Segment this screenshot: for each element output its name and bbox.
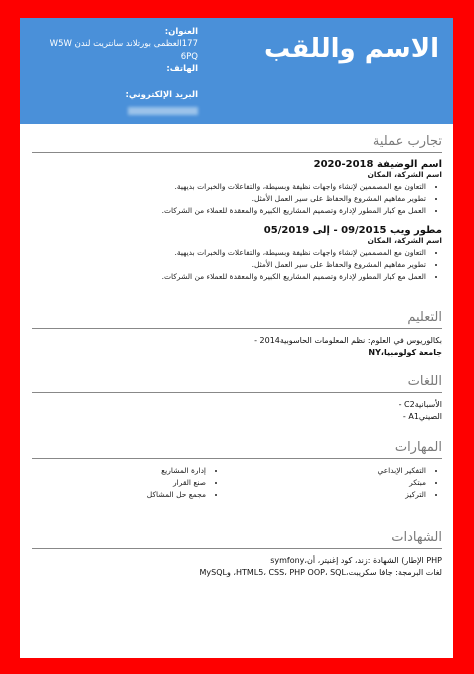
experience-title: تجارب عملية <box>32 134 442 153</box>
education-title: التعليم <box>32 310 442 329</box>
experience-section <box>32 134 442 283</box>
skills-col-2 <box>32 465 222 501</box>
company: اسم الشركة، المكان <box>367 170 442 179</box>
certificate-line: لغات البرمجة: جافا سكريبت،HTML5، CSS، PHP OOP، SQL، وMySQL <box>199 567 442 577</box>
degree: بكالوريوس في العلوم: نظم المعلومات الحاسوبية2014 - <box>254 336 442 345</box>
language-item: الأسبانيةC2 - <box>398 400 442 409</box>
school: جامعة كولومبيا،NY <box>368 347 442 357</box>
education-section <box>32 310 442 358</box>
email-label: البريد الإلكتروني: <box>125 90 198 101</box>
skill-item: • مجمع حل المشاكل <box>32 489 206 501</box>
skills-columns <box>32 465 442 501</box>
job-title: اسم الوضيفة 2018-2020 <box>313 159 442 170</box>
languages-section <box>32 374 442 422</box>
job-bullet: • العمل مع كبار المطور لإدارة وتصميم المشاريع الكبيرة والمعقدة للعملاء من الشركات. <box>32 271 426 283</box>
languages-title: اللغات <box>32 374 442 393</box>
job-bullet: • تطوير مفاهيم المشروع والحفاظ على سير العمل الأمثل. <box>32 259 426 271</box>
skills-title: المهارات <box>32 440 442 459</box>
job-2 <box>32 225 442 283</box>
job-bullet: • التعاون مع المصممين لإنشاء واجهات نظيفة وبسيطة، والتفاعلات والخبرات بديهية. <box>32 247 426 259</box>
resume-page <box>20 18 453 658</box>
contact-block <box>38 26 198 118</box>
skill-item: • التركيز <box>252 489 426 501</box>
address-label: العنوان: <box>164 27 198 37</box>
email-blurred <box>128 107 198 115</box>
certificates-section <box>32 530 442 578</box>
skill-item: • صنع القرار <box>32 477 206 489</box>
job-bullet: • تطوير مفاهيم المشروع والحفاظ على سير العمل الأمثل. <box>32 193 426 205</box>
candidate-name: الاسم واللقب <box>264 34 439 64</box>
job-title: مطور ويب 09/2015 - إلى 05/2019 <box>263 225 442 236</box>
header-banner <box>20 18 453 124</box>
job-1 <box>32 159 442 217</box>
skill-item: • التفكير الإبداعي <box>252 465 426 477</box>
skill-item: • مبتكر <box>252 477 426 489</box>
job-bullet: • العمل مع كبار المطور لإدارة وتصميم المشاريع الكبيرة والمعقدة للعملاء من الشركات. <box>32 205 426 217</box>
address-value: 177العظمى بورتلاند سانتريت لندن W5W 6PQ <box>49 39 198 62</box>
certificates-title: الشهادات <box>32 530 442 549</box>
certificate-line: PHP الإطار) الشهادة :زند، كود إغنيتر، أن،symfony <box>270 556 442 565</box>
skills-section <box>32 440 442 501</box>
language-item: الصينيA1 - <box>402 411 442 421</box>
skills-col-1 <box>252 465 442 501</box>
company: اسم الشركة، المكان <box>367 236 442 245</box>
phone-label: الهاتف: <box>166 63 198 74</box>
job-bullet: • التعاون مع المصممين لإنشاء واجهات نظيفة وبسيطة، والتفاعلات والخبرات بديهية. <box>32 181 426 193</box>
skill-item: • إدارة المشاريع <box>32 465 206 477</box>
